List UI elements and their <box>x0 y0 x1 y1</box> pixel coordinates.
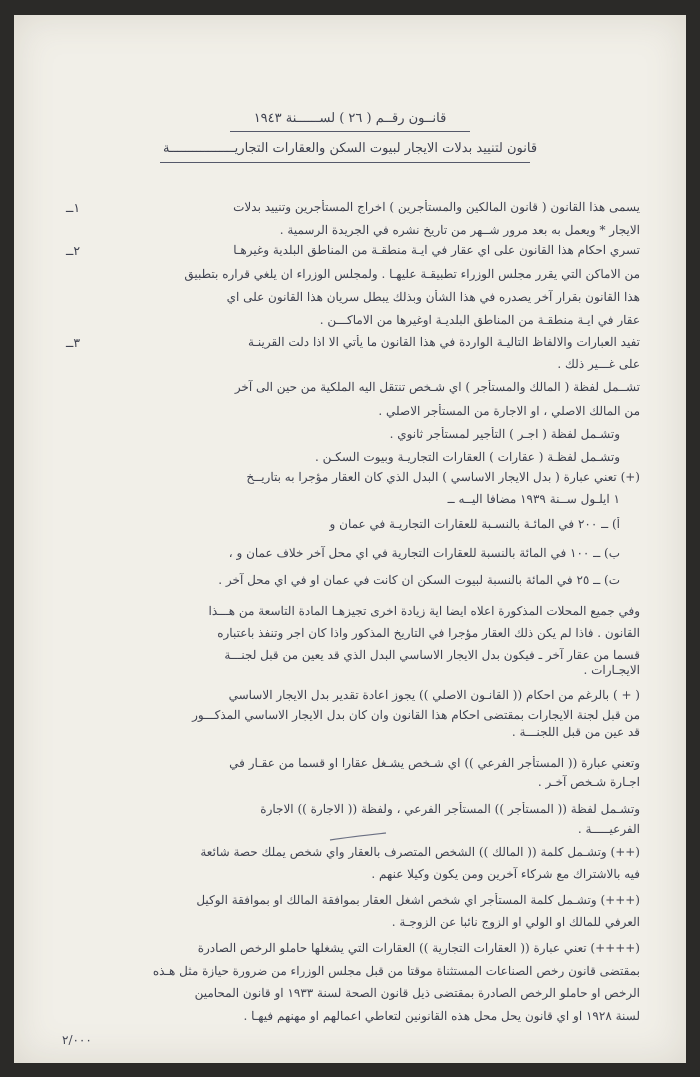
section-1-line-1: يسمى هذا القانون ( قانون المالكين والمستأجرين ) اخراج المستأجرين وتنييد بدلات <box>233 200 640 214</box>
body-line-16: قد عين من قبل اللجنـــة . <box>511 725 640 739</box>
body-line-4: وتشـمل لفظـة ( عقارات ) العقارات التجاريـة وبيوت السكـن . <box>315 450 620 464</box>
body-line-27: الرخص او حاملو الرخص الصادرة بمقتضى ذيل قانون الصحة لسنة ١٩٣٣ او قانون المحامين <box>194 986 640 1000</box>
body-line-5: (+) تعني عبارة ( بدل الايجار الاساسي ) البدل الذي كان العقار مؤجرا به بتاريــخ <box>246 470 640 484</box>
section-1-line-2: الايجار * ويعمل به بعد مرور شــهر من تاريخ نشره في الجريدة الرسمية . <box>279 223 640 237</box>
handwritten-check-mark <box>328 832 388 842</box>
subtitle-underline <box>160 162 530 163</box>
body-line-12: قسما من عقار آخر ـ فيكون بدل الايجار الاساسي البدل الذي قد يعين من قبل لجنـــة <box>224 648 640 662</box>
body-line-11: القانون . فاذا لم يكن ذلك العقار مؤجرا في التاريخ المذكور واذا كان اجر وتنفذ باعتباره <box>217 626 640 640</box>
body-line-19: وتشـمل لفظة (( المستأجر )) المستأجر الفرعي ، ولفظة (( الاجارة )) الاجارة <box>260 802 640 816</box>
body-line-8: ب) ــ ١٠٠ في المائة بالنسبة للعقارات التجارية في اي محل آخر خلاف عمان و ، <box>228 546 620 560</box>
law-subtitle: قانون لتنييد بدلات الايجار لبيوت السكن والعقارات التجاريـــــــــــــــــة <box>162 142 538 156</box>
section-number-2: ٢ــ <box>66 243 81 258</box>
body-line-23: (+++) وتشـمل كلمة المستأجر اي شخص اشغل العقار بموافقة المالك او بموافقة الوكيل <box>196 893 640 907</box>
body-line-13: الايجـارات . <box>583 663 640 677</box>
law-title: قانــون رقــم ( ٢٦ ) لســــــنة ١٩٤٣ <box>253 112 447 126</box>
body-line-24: العرفي للمالك او الولي او الزوج نائبا عن الزوجـة . <box>391 915 640 929</box>
section-3-line-1: تفيد العبارات والالفاظ التاليـة الواردة في هذا القانون ما يأتي الا اذا دلت القرينـة <box>247 335 640 349</box>
page-marker: ٢/٠٠٠ <box>62 1033 92 1047</box>
body-line-15: من قبل لجنة الايجارات بمقتضى احكام هذا القانون وان كان بدل الايجار الاساسي المذكـــور <box>192 708 640 722</box>
section-2-line-1: تسري احكام هذا القانون على اي عقار في ايـة منطقـة من المناطق البلدية وغيرهـا <box>233 243 640 257</box>
body-line-3: وتشـمل لفظة ( اجـر ) التأجير لمستأجر ثانوي . <box>389 427 620 441</box>
body-line-20: الفرعيـــــة . <box>577 822 640 836</box>
section-2-line-4: عقار في ايـة منطقـة من المناطق البلديـة اوغيرها من الاماكـــن . <box>319 313 640 327</box>
body-line-1: تشــمل لفظة ( المالك والمستأجر ) اي شـخص تنتقل اليه الملكية من حين الى آخر <box>234 380 640 394</box>
section-number-1: ١ــ <box>66 200 81 215</box>
body-line-10: وفي جميع المحلات المذكورة اعلاه ايضا اية زيادة اخرى تجيزهـا المادة التاسعة من هـــذا <box>208 604 640 618</box>
body-line-28: لسنة ١٩٢٨ او اي قانون يحل محل هذه القانونين لتعاطي اعمالهم او مهنهم فيهـا . <box>243 1009 640 1023</box>
body-line-22: فيه بالاشتراك مع شركاء آخرين ومن يكون وكيلا عنهم . <box>371 867 640 881</box>
body-line-14: ( + ) بالرغم من احكام (( القانـون الاصلي )) يجوز اعادة تقدير بدل الايجار الاساسي <box>228 688 640 702</box>
body-line-2: من المالك الاصلي ، او الاجارة من المستأجر الاصلي . <box>378 404 640 418</box>
body-line-6: ١ ايلـول ســنة ١٩٣٩ مضافا اليــه ــ <box>447 492 620 506</box>
section-number-3: ٣ــ <box>66 335 81 350</box>
section-3-line-2: على غـــير ذلك . <box>557 357 640 371</box>
body-line-25: (++++) تعني عبارة (( العقارات التجارية )) العقارات التي يشغلها حاملو الرخص الصادرة <box>197 941 640 955</box>
body-line-18: اجـارة شـخص آخـر . <box>537 775 640 789</box>
body-line-17: وتعني عبارة (( المستأجر الفرعي )) اي شـخص يشـغل عقارا او قسما من عقـار في <box>229 756 640 770</box>
section-2-line-3: هذا القانون بقرار آخر يصدره في هذا الشأن وبذلك يبطل سريان هذا القانون على اي <box>226 290 640 304</box>
title-underline <box>230 131 470 132</box>
section-2-line-2: من الاماكن التي يقرر مجلس الوزراء تطبيقـة عليهـا . ولمجلس الوزراء ان يلغي قراره بتطبيق <box>184 267 640 281</box>
body-line-26: بمقتضى قانون رخص الصناعات المستثناة موقتا من قبل مجلس الوزراء من ضرورة حيازة مثل هـذه <box>152 964 640 978</box>
body-line-9: ت) ــ ٢٥ في المائة بالنسبة لبيوت السكن ان كانت في عمان او في اي محل آخر . <box>218 573 620 587</box>
body-line-21: (++) وتشـمل كلمة (( المالك )) الشخص المتصرف بالعقار واي شخص يملك حصة شائعة <box>200 845 640 859</box>
body-line-7: أ) ــ ٢٠٠ في المائـة بالنسـبة للعقارات التجاريـة في عمان و <box>329 517 620 531</box>
